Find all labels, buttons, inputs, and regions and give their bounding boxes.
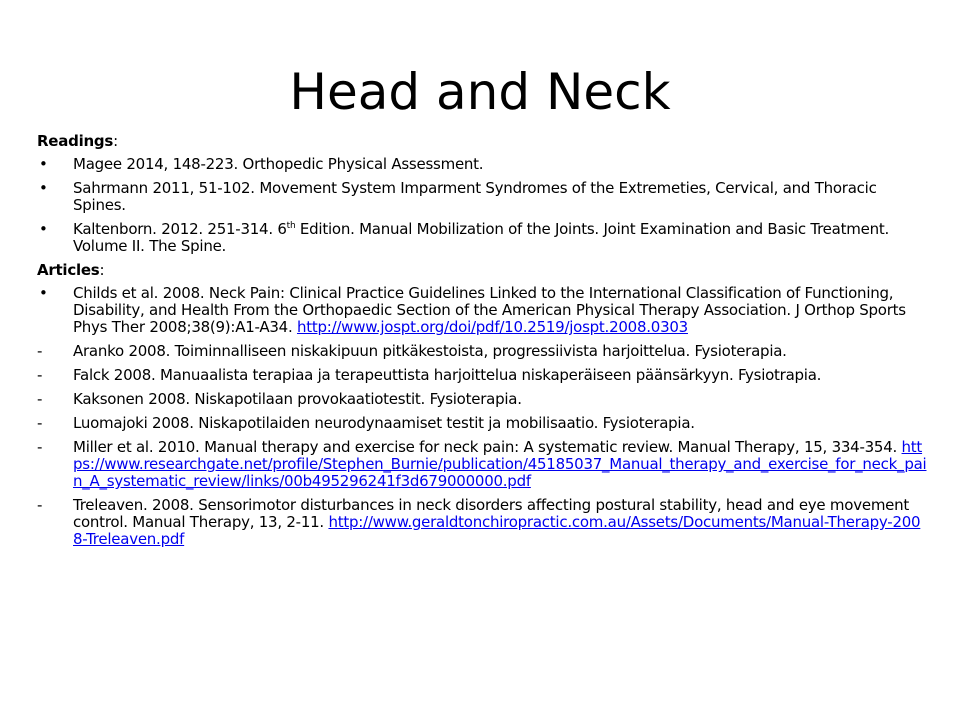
article-link[interactable]: https://www.researchgate.net/profile/Stephen_Burnie/publication/45185037_Manual_therapy_and_exercise_for_neck_pain_A_systematic_review/links/00b495296241f3d679000000.pdf [73,438,927,490]
reading-item [37,180,927,214]
readings-label: Readings [37,132,114,150]
articles-label: Articles [37,261,100,279]
dash-icon: - [37,390,43,408]
article-item [37,367,927,384]
article-text: Kaksonen 2008. Niskapotilaan provokaatiotestit. Fysioterapia. [73,390,522,408]
readings-heading [37,133,927,150]
reading-text: Magee 2014, 148-223. Orthopedic Physical Assessment. [73,155,484,173]
bullet-icon: • [39,179,48,197]
articles-colon: : [99,261,105,279]
bullet-icon: • [39,220,48,238]
article-text: Luomajoki 2008. Niskapotilaiden neurodynaamiset testit ja mobilisaatio. Fysioterapia. [73,414,695,432]
article-item [37,391,927,408]
dash-icon: - [37,342,43,360]
dash-icon: - [37,496,43,514]
reading-text-post: Edition. Manual Mobilization of the Joints. Joint Examination and Basic Treatment. Volume II. The Spine. [73,220,889,255]
bullet-icon: • [39,155,48,173]
article-item [37,439,927,490]
reading-text-sup: th [286,221,296,231]
article-item [37,415,927,432]
article-link[interactable]: http://www.geraldtonchiropractic.com.au/Assets/Documents/Manual-Therapy-2008-Treleaven.pdf [73,513,921,548]
bullet-icon: • [39,284,48,302]
article-item [37,343,927,360]
article-text: Miller et al. 2010. Manual therapy and exercise for neck pain: A systematic review. Manual Therapy, 15, 334-354. [73,438,902,456]
reading-item [37,156,927,173]
article-text: Childs et al. 2008. Neck Pain: Clinical Practice Guidelines Linked to the International Classification of Functioning, Disability, and Health From the Orthopaedic Section of the American Physical Therapy Association. J Orthop Sports Phys Ther 2008;38(9):A1-A34. [73,284,906,336]
articles-heading [37,262,927,279]
dash-icon: - [37,438,43,456]
article-item [37,497,927,548]
reading-text-pre: Kaltenborn. 2012. 251-314. 6 [73,220,287,238]
slide-title: Head and Neck [289,63,671,121]
slide-content [37,133,927,555]
dash-icon: - [37,366,43,384]
article-text: Aranko 2008. Toiminnalliseen niskakipuun pitkäkestoista, progressiivista harjoittelua. Fysioterapia. [73,342,787,360]
article-text: Treleaven. 2008. Sensorimotor disturbances in neck disorders affecting postural stability, head and eye movement control. Manual Therapy, 13, 2-11. [73,496,910,531]
article-link[interactable]: http://www.jospt.org/doi/pdf/10.2519/jospt.2008.0303 [296,318,688,336]
article-text: Falck 2008. Manuaalista terapiaa ja terapeuttista harjoittelua niskaperäiseen päänsärkyyn. Fysiotrapia. [73,366,822,384]
dash-icon: - [37,414,43,432]
article-item [37,285,927,336]
reading-text: Sahrmann 2011, 51-102. Movement System Imparment Syndromes of the Extremeties, Cervical, and Thoracic Spines. [73,179,877,214]
readings-colon: : [113,132,118,150]
reading-item [37,221,927,255]
